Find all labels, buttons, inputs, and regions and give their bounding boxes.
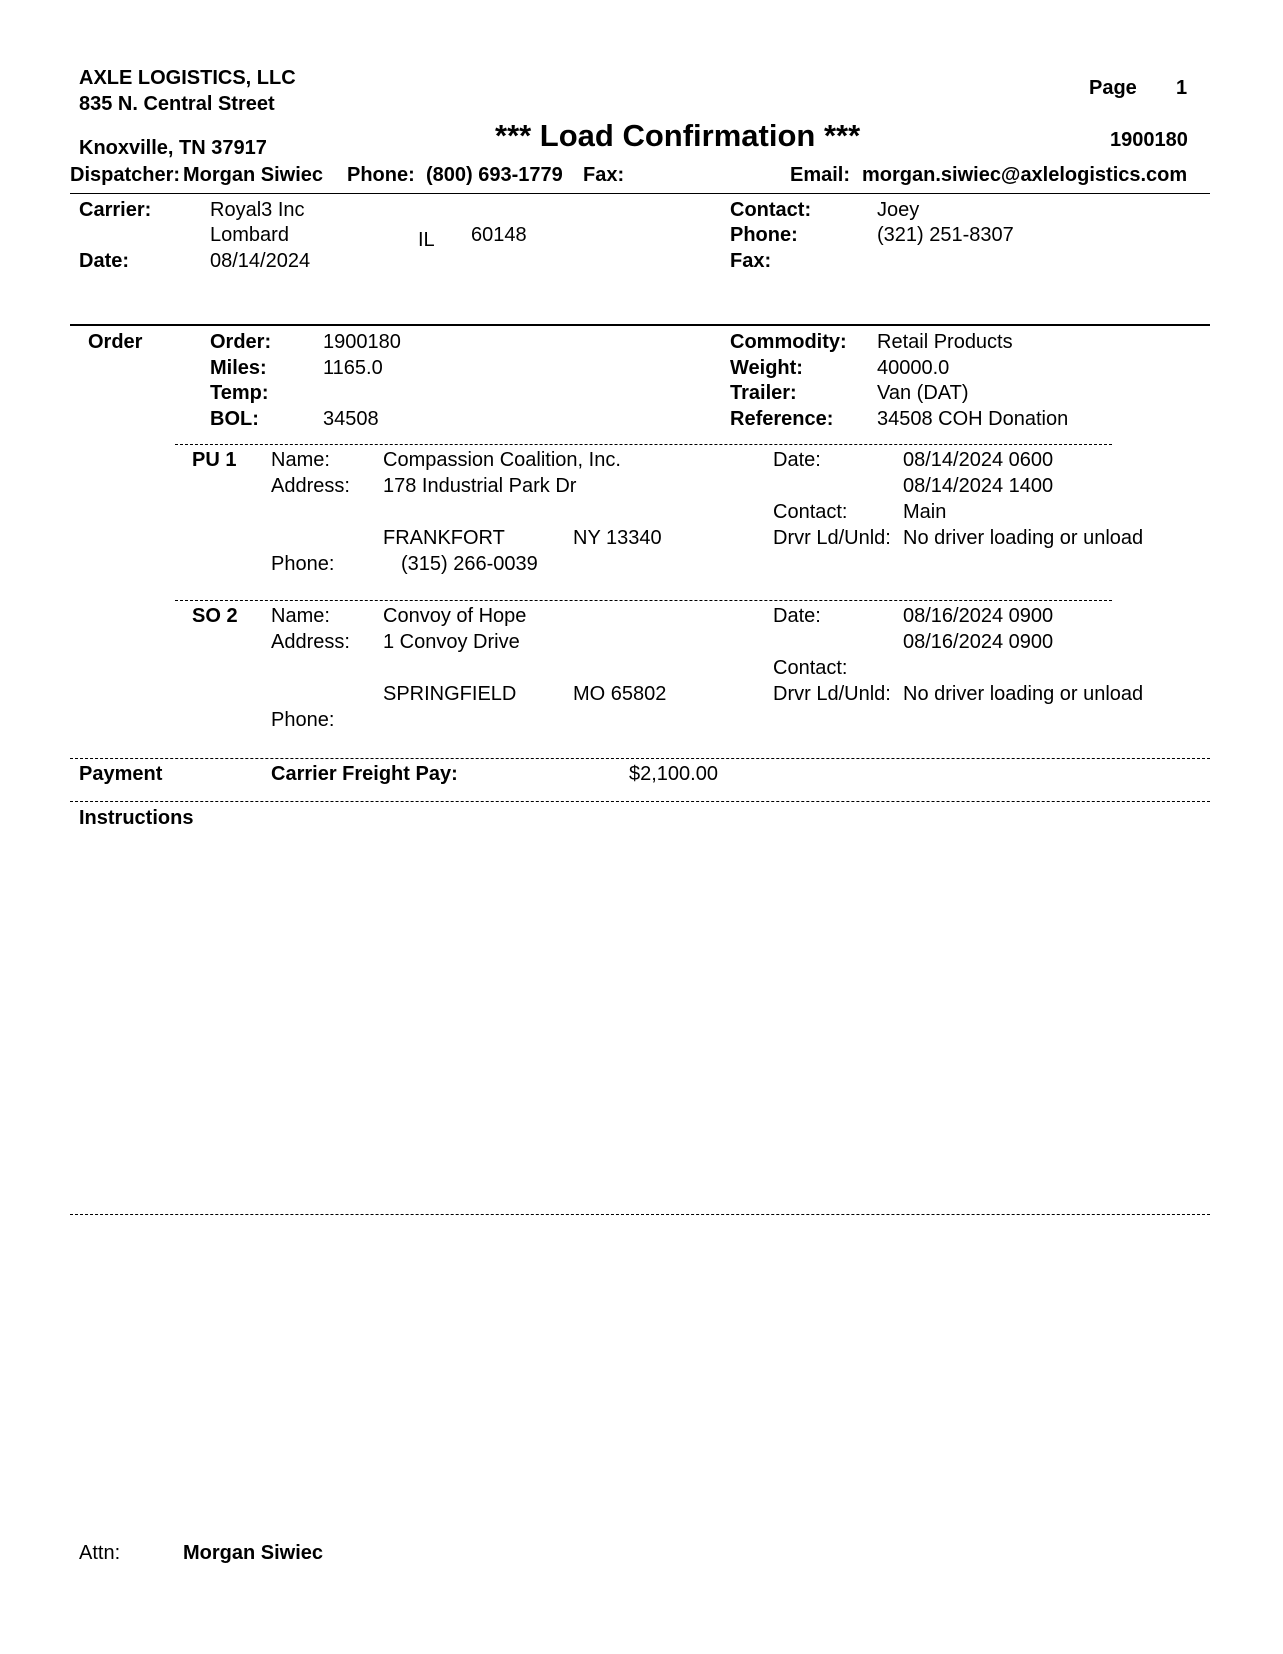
payment-section-label: Payment <box>79 763 163 785</box>
stop-contact-label: Contact: <box>773 501 848 523</box>
stop-phone: (315) 266-0039 <box>401 553 538 575</box>
company-street: 835 N. Central Street <box>79 93 275 115</box>
stop-drvr-label: Drvr Ld/Unld: <box>773 527 891 549</box>
dispatcher-phone-label: Phone: <box>347 164 415 186</box>
reference-label: Reference: <box>730 408 834 430</box>
weight-value: 40000.0 <box>877 357 950 379</box>
carrier-phone: (321) 251-8307 <box>877 224 1014 246</box>
dispatcher-label: Dispatcher: <box>70 164 181 186</box>
carrier-freight-pay-amount: $2,100.00 <box>629 763 718 785</box>
stop-divider <box>175 444 1112 445</box>
stop-city: SPRINGFIELD <box>383 683 517 705</box>
carrier-contact-label: Contact: <box>730 199 812 221</box>
carrier-city: Lombard <box>210 224 289 246</box>
attn-label: Attn: <box>79 1542 121 1564</box>
stop-city: FRANKFORT <box>383 527 505 549</box>
stop-name: Convoy of Hope <box>383 605 527 627</box>
stop-address: 1 Convoy Drive <box>383 631 520 653</box>
bol-value: 34508 <box>323 408 379 430</box>
dispatcher-email[interactable]: morgan.siwiec@axlelogistics.com <box>862 164 1188 186</box>
header-divider <box>70 193 1210 194</box>
stop-address-label: Address: <box>271 631 350 653</box>
stop-date-start: 08/14/2024 0600 <box>903 449 1054 471</box>
stop-drvr: No driver loading or unload <box>903 683 1144 705</box>
load-number: 1900180 <box>1110 129 1188 151</box>
stop-name: Compassion Coalition, Inc. <box>383 449 621 471</box>
reference-value: 34508 COH Donation <box>877 408 1069 430</box>
carrier-name: Royal3 Inc <box>210 199 305 221</box>
dispatcher-fax-label: Fax: <box>583 164 625 186</box>
company-city: Knoxville, TN 37917 <box>79 137 267 159</box>
stop-address-label: Address: <box>271 475 350 497</box>
attn-name: Morgan Siwiec <box>183 1542 324 1564</box>
carrier-phone-label: Phone: <box>730 224 798 246</box>
dispatcher-name: Morgan Siwiec <box>183 164 324 186</box>
commodity-value: Retail Products <box>877 331 1013 353</box>
stop-date-end: 08/14/2024 1400 <box>903 475 1054 497</box>
order-section-label: Order <box>88 331 143 353</box>
trailer-label: Trailer: <box>730 382 797 404</box>
stop-drvr-label: Drvr Ld/Unld: <box>773 683 891 705</box>
carrier-zip: 60148 <box>471 224 527 246</box>
stop-date-end: 08/16/2024 0900 <box>903 631 1054 653</box>
miles-value: 1165.0 <box>323 357 383 379</box>
temp-label: Temp: <box>210 382 269 404</box>
payment-divider <box>70 758 1210 759</box>
weight-label: Weight: <box>730 357 803 379</box>
stop-id: PU 1 <box>192 449 237 471</box>
page-title: *** Load Confirmation *** <box>495 118 861 153</box>
carrier-date: 08/14/2024 <box>210 250 311 272</box>
dispatcher-email-label: Email: <box>790 164 851 186</box>
instructions-divider <box>70 801 1210 802</box>
carrier-state: IL <box>418 229 435 251</box>
instructions-bottom-divider <box>70 1214 1210 1215</box>
stop-name-label: Name: <box>271 605 330 627</box>
bol-label: BOL: <box>210 408 259 430</box>
stop-date-label: Date: <box>773 449 821 471</box>
stop-phone-label: Phone: <box>271 553 335 575</box>
carrier-label: Carrier: <box>79 199 152 221</box>
stop-id: SO 2 <box>192 605 238 627</box>
miles-label: Miles: <box>210 357 267 379</box>
carrier-freight-pay-label: Carrier Freight Pay: <box>271 763 458 785</box>
stop-date-label: Date: <box>773 605 821 627</box>
instructions-section-label: Instructions <box>79 807 194 829</box>
stop-date-start: 08/16/2024 0900 <box>903 605 1054 627</box>
stop-phone-label: Phone: <box>271 709 335 731</box>
stop-name-label: Name: <box>271 449 330 471</box>
stop-divider <box>175 600 1112 601</box>
stop-state-zip: NY 13340 <box>573 527 662 549</box>
carrier-fax-label: Fax: <box>730 250 772 272</box>
stop-contact: Main <box>903 501 947 523</box>
carrier-date-label: Date: <box>79 250 130 272</box>
dispatcher-phone: (800) 693-1779 <box>426 164 563 186</box>
carrier-contact: Joey <box>877 199 920 221</box>
order-number: 1900180 <box>323 331 401 353</box>
order-label: Order: <box>210 331 272 353</box>
page-number: 1 <box>1176 77 1188 99</box>
trailer-value: Van (DAT) <box>877 382 969 404</box>
order-divider <box>70 324 1210 326</box>
stop-drvr: No driver loading or unload <box>903 527 1144 549</box>
stop-contact-label: Contact: <box>773 657 848 679</box>
stop-state-zip: MO 65802 <box>573 683 667 705</box>
stop-address: 178 Industrial Park Dr <box>383 475 577 497</box>
commodity-label: Commodity: <box>730 331 847 353</box>
company-name: AXLE LOGISTICS, LLC <box>79 67 296 89</box>
page-label: Page <box>1089 77 1137 99</box>
